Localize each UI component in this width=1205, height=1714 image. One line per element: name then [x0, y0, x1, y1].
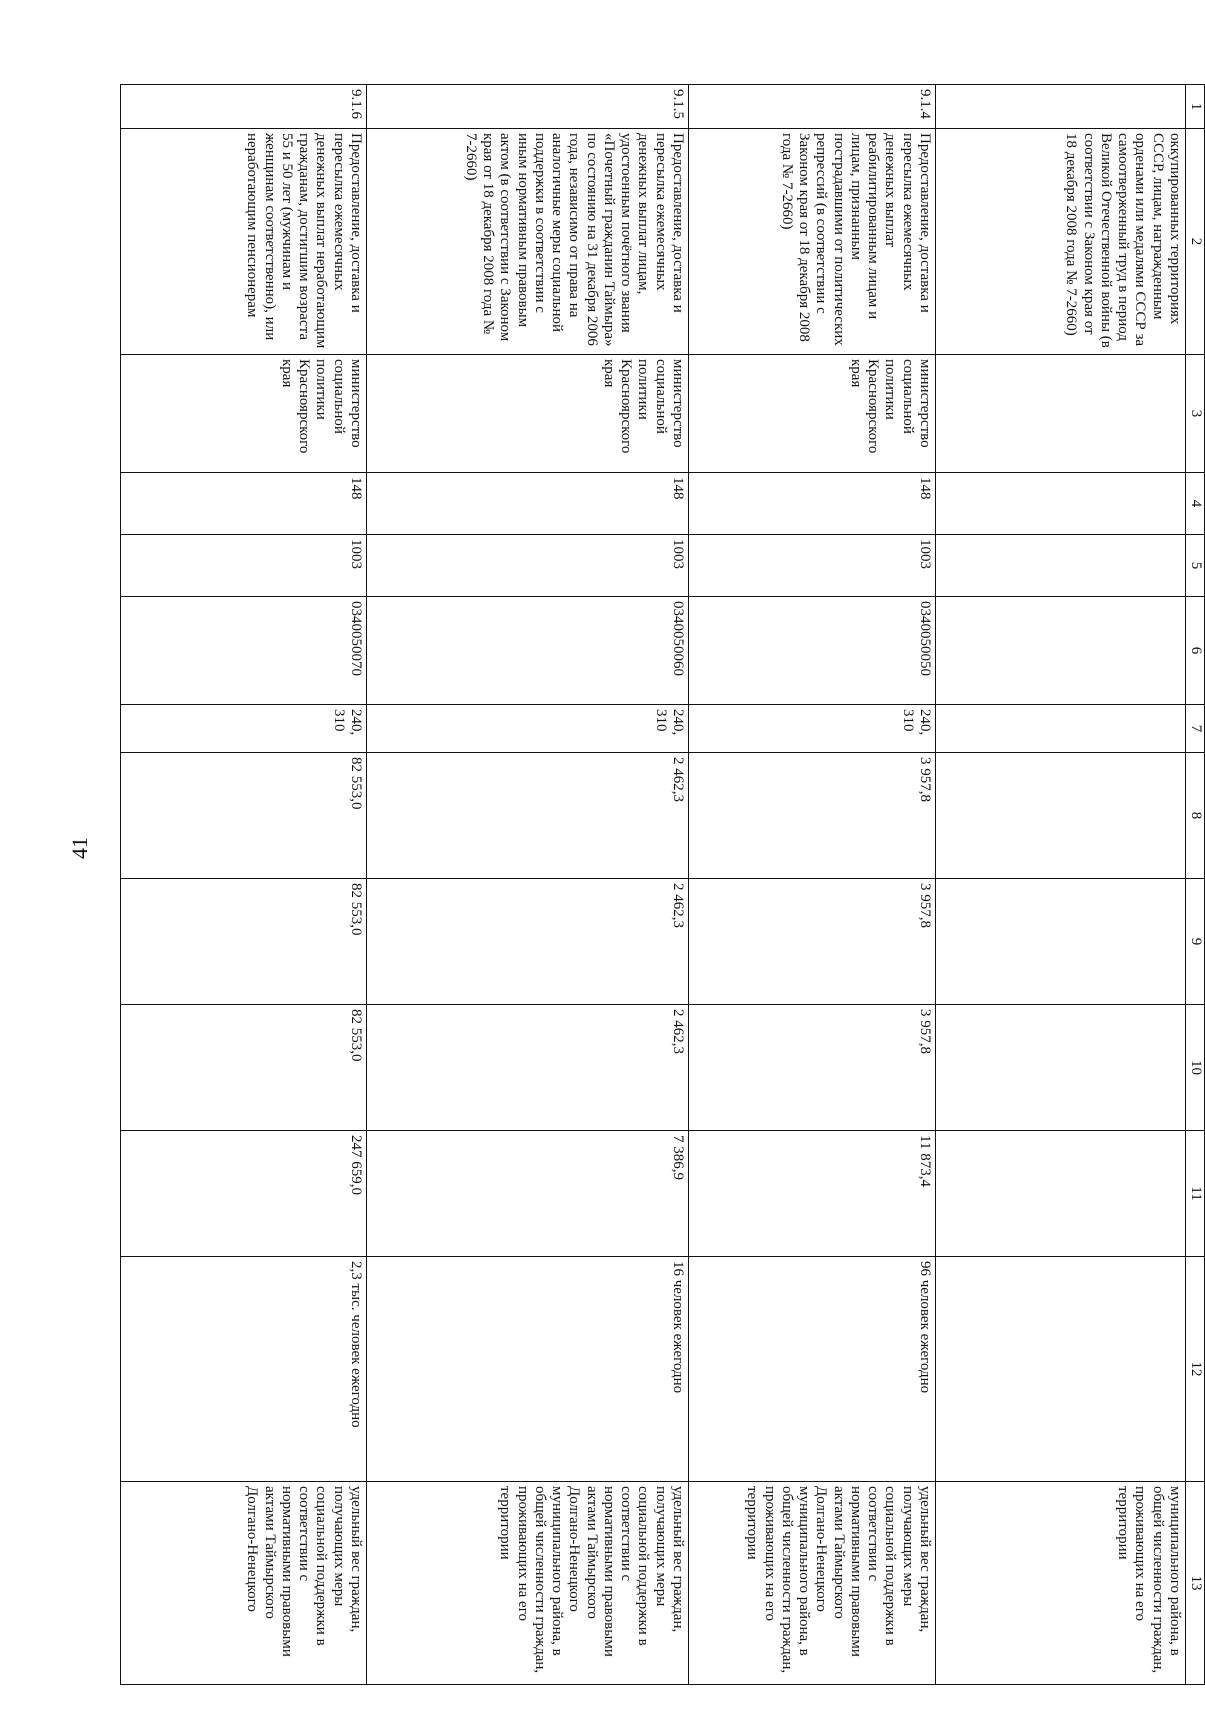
- row-col8: 2 462,3: [367, 753, 689, 879]
- row-vr: 240, 310: [367, 705, 689, 753]
- row-csr: 0340050060: [367, 597, 689, 705]
- row-col9: [936, 879, 1186, 1005]
- row-col9: 82 553,0: [121, 879, 367, 1005]
- row-indicator: удельный вес граждан, получающих меры социальной поддержки в соответствии с нормативными правовыми актами Таймырского Долгано-Ненецкого: [121, 1482, 367, 1685]
- row-description: Предоставление, доставка и пересылка ежемесячных денежных выплат реабилитированным лицам и лицам, признанным пострадавшими от политических репрессий (в соответствии с Законом края от 18 декабря 2008 года № 7-2660): [689, 129, 936, 355]
- row-col11: 247 659,0: [121, 1131, 367, 1257]
- row-col8: 3 957,8: [689, 753, 936, 879]
- row-csr: 0340050050: [689, 597, 936, 705]
- header-cell: 10: [1186, 1005, 1205, 1131]
- page-number: 41: [67, 837, 92, 859]
- row-executor: министерство социальной политики Красноярского края: [367, 355, 689, 473]
- budget-table: [120, 84, 1205, 1685]
- row-col9: 3 957,8: [689, 879, 936, 1005]
- row-result: 16 человек ежегодно: [367, 1257, 689, 1482]
- table-row: [121, 85, 367, 1685]
- row-executor: [936, 355, 1186, 473]
- row-csr: [936, 597, 1186, 705]
- row-col8: [936, 753, 1186, 879]
- header-cell: 3: [1186, 355, 1205, 473]
- header-row: [1186, 85, 1205, 1685]
- row-result: [936, 1257, 1186, 1482]
- row-indicator: муниципального района, в общей численности граждан, проживающих на его территории: [936, 1482, 1186, 1685]
- row-grbs: 148: [689, 473, 936, 535]
- row-col10: 82 553,0: [121, 1005, 367, 1131]
- row-grbs: 148: [121, 473, 367, 535]
- table-row: [689, 85, 936, 1685]
- row-grbs: 148: [367, 473, 689, 535]
- row-csr: 0340050070: [121, 597, 367, 705]
- row-col11: 7 386,9: [367, 1131, 689, 1257]
- header-cell: 5: [1186, 535, 1205, 597]
- header-cell: 1: [1186, 85, 1205, 129]
- row-description: Предоставление, доставка и пересылка ежемесячных денежных выплат лицам, удостоенным почётного звания «Почетный гражданин Таймыра» по состоянию на 31 декабря 2006 года, независимо от права на аналогичные меры социальной поддержки в соответствии с иным нормативным правовым актом (в соответствии с Законом края от 18 декабря 2008 года № 7-2660): [367, 129, 689, 355]
- row-col11: 11 873,4: [689, 1131, 936, 1257]
- row-rzpr: [936, 535, 1186, 597]
- rotated-table-wrapper: [120, 84, 1205, 1684]
- row-indicator: удельный вес граждан, получающих меры социальной поддержки в соответствии с нормативными правовыми актами Таймырского Долгано-Ненецкого муниципального района, в общей численности граждан, проживающих на его территории: [367, 1482, 689, 1685]
- row-rzpr: 1003: [121, 535, 367, 597]
- header-cell: 6: [1186, 597, 1205, 705]
- header-cell: 12: [1186, 1257, 1205, 1482]
- header-cell: 4: [1186, 473, 1205, 535]
- row-col10: [936, 1005, 1186, 1131]
- row-id: 9.1.4: [689, 85, 936, 129]
- row-col11: [936, 1131, 1186, 1257]
- row-result: 96 человек ежегодно: [689, 1257, 936, 1482]
- row-executor: министерство социальной политики Красноярского края: [689, 355, 936, 473]
- header-cell: 2: [1186, 129, 1205, 355]
- row-description: Предоставление, доставка и пересылка ежемесячных денежных выплат неработающим гражданам, достигшим возраста 55 и 50 лет (мужчинам и женщинам соответственно), или неработающим пенсионерам: [121, 129, 367, 355]
- row-result: 2,3 тыс. человек ежегодно: [121, 1257, 367, 1482]
- header-cell: 7: [1186, 705, 1205, 753]
- row-col8: 82 553,0: [121, 753, 367, 879]
- table-row: [936, 85, 1186, 1685]
- row-col9: 2 462,3: [367, 879, 689, 1005]
- row-col10: 2 462,3: [367, 1005, 689, 1131]
- header-cell: 13: [1186, 1482, 1205, 1685]
- header-cell: 8: [1186, 753, 1205, 879]
- row-grbs: [936, 473, 1186, 535]
- row-id: [936, 85, 1186, 129]
- row-executor: министерство социальной политики Красноярского края: [121, 355, 367, 473]
- table-row: [367, 85, 689, 1685]
- row-id: 9.1.5: [367, 85, 689, 129]
- row-rzpr: 1003: [689, 535, 936, 597]
- row-vr: [936, 705, 1186, 753]
- row-id: 9.1.6: [121, 85, 367, 129]
- row-vr: 240, 310: [121, 705, 367, 753]
- row-description: оккупированных территориях СССР, лицам, награжденным орденами или медалями СССР за самоотверженный труд в период Великой Отечественной войны (в соответствии с Законом края от 18 декабря 2008 года № 7-2660): [936, 129, 1186, 355]
- row-col10: 3 957,8: [689, 1005, 936, 1131]
- header-cell: 11: [1186, 1131, 1205, 1257]
- row-vr: 240, 310: [689, 705, 936, 753]
- header-cell: 9: [1186, 879, 1205, 1005]
- row-rzpr: 1003: [367, 535, 689, 597]
- row-indicator: удельный вес граждан, получающих меры социальной поддержки в соответствии с нормативными правовыми актами Таймырского Долгано-Ненецкого муниципального района, в общей численности граждан, проживающих на его территории: [689, 1482, 936, 1685]
